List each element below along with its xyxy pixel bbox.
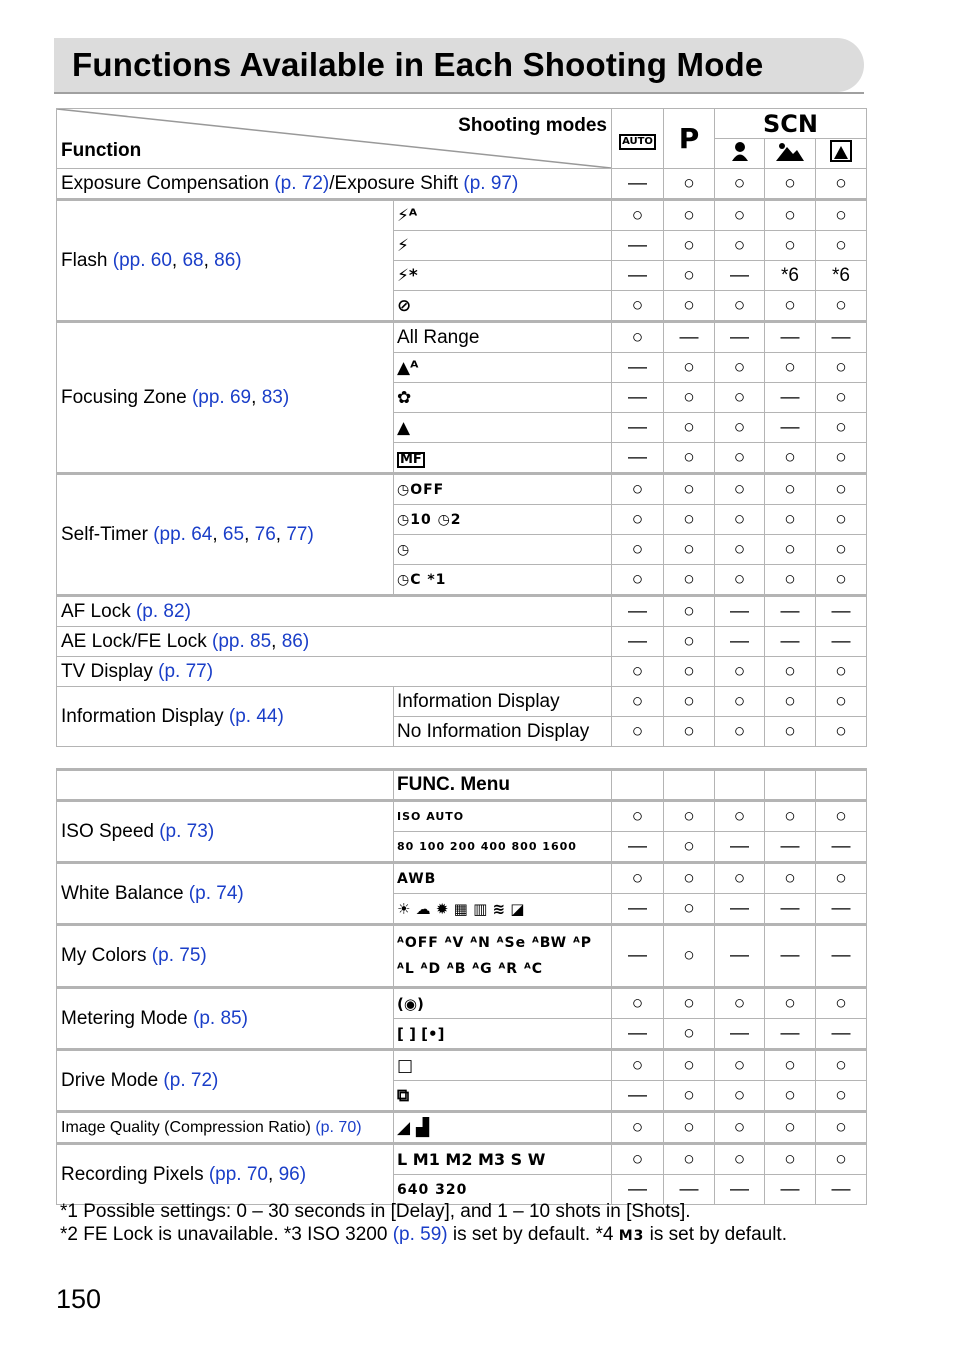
row-timer-1: Self-Timer (pp. 64, 65, 76, 77) ◷OFF ○ ○ ○ ○ ○ <box>57 474 867 505</box>
row-pixels-2: 640 320 — — — — — <box>57 1175 867 1205</box>
normal-focus-icon: ▲ᴬ <box>394 353 612 383</box>
header-function: Function <box>61 140 142 161</box>
scn-kids-pets <box>816 139 867 169</box>
my-colors-icons-1: ᴬOFF ᴬV ᴬN ᴬSe ᴬBW ᴬP <box>397 935 593 951</box>
page-number: 150 <box>56 1284 102 1314</box>
row-focus-4: ▲ — ○ ○ — ○ <box>57 413 867 443</box>
recording-pixels-icon: L M1 M2 M3 S W <box>394 1144 612 1175</box>
header-shooting-modes: Shooting modes <box>458 115 607 136</box>
row-colors: My Colors (p. 75) ᴬOFF ᴬV ᴬN ᴬSe ᴬBW ᴬP ᴬL ᴬD ᴬB ᴬG ᴬR ᴬC — ○ — — — <box>57 925 867 988</box>
evaluative-metering-icon: (◉) <box>394 988 612 1019</box>
link-p97[interactable]: (p. 97) <box>463 172 519 194</box>
row-focus-2: ▲ᴬ — ○ ○ ○ ○ <box>57 353 867 383</box>
link-p44[interactable]: (p. 44) <box>228 705 284 727</box>
row-wb-2: ☀ ☁ ✹ ▦ ▥ ≋ ◪ — ○ — — — <box>57 894 867 925</box>
link-p65[interactable]: 65 <box>222 523 245 545</box>
link-p85[interactable]: (pp. 85 <box>212 630 272 652</box>
scene-mode-icon: SCN <box>763 109 818 138</box>
row-focus-3: ✿ — ○ ○ — ○ <box>57 383 867 413</box>
link-p60[interactable]: (pp. 60 <box>112 249 172 271</box>
custom-timer-icon: ◷C *1 <box>394 565 612 596</box>
slow-sync-icon: ⚡* <box>394 261 612 291</box>
continuous-shot-icon: ⧉ <box>394 1081 612 1112</box>
single-shot-icon: □ <box>394 1050 612 1081</box>
row-flash-3: ⚡* — ○ — *6 *6 <box>57 261 867 291</box>
row-pixels-1: Recording Pixels (pp. 70, 96) L M1 M2 M3 S W ○ ○ ○ ○ ○ <box>57 1144 867 1175</box>
iso-auto-icon: ISO AUTO <box>394 801 612 832</box>
link-p96[interactable]: 96) <box>278 1163 307 1185</box>
row-meter-1: Metering Mode (p. 85) (◉) ○ ○ ○ ○ ○ <box>57 988 867 1019</box>
my-colors-icons-2: ᴬL ᴬD ᴬB ᴬG ᴬR ᴬC <box>397 961 544 977</box>
portrait-icon <box>729 140 751 162</box>
row-timer-2: ◷10 ◷2 ○ ○ ○ ○ ○ <box>57 505 867 535</box>
header-function-cell <box>57 109 612 169</box>
flash-off-icon: ⊘ <box>394 291 612 322</box>
link-p77[interactable]: 77) <box>286 523 314 545</box>
landscape-icon <box>775 140 805 162</box>
mode-p <box>664 109 715 169</box>
timer-10-2-icon: ◷10 ◷2 <box>394 505 612 535</box>
row-focus-1: Focusing Zone (pp. 69, 83) All Range ○ — — — — <box>57 322 867 353</box>
timer-off-icon: ◷OFF <box>394 474 612 505</box>
footnotes <box>60 1200 787 1248</box>
program-mode-icon: P <box>678 122 700 155</box>
iso-values-icon: 80 100 200 400 800 1600 <box>394 832 612 863</box>
flash-auto-icon: ⚡ᴬ <box>394 200 612 231</box>
row-timer-4: ◷C *1 ○ ○ ○ ○ ○ <box>57 565 867 596</box>
link-p69[interactable]: (pp. 69 <box>191 386 252 408</box>
link-p83[interactable]: 83) <box>261 386 290 408</box>
focus-label: Focusing Zone (pp. 69, 83) <box>57 322 394 474</box>
func-menu-title: FUNC. Menu <box>394 770 612 801</box>
link-p86b[interactable]: 86) <box>281 630 310 652</box>
row-exposure: Exposure Compensation (p. 72)/Exposure Shift (p. 97) — ○ ○ ○ ○ <box>57 169 867 200</box>
link-p82[interactable]: (p. 82) <box>135 600 191 622</box>
face-timer-icon: ◷ <box>394 535 612 565</box>
link-p70b[interactable]: (pp. 70 <box>208 1163 268 1185</box>
row-flash-1: Flash (pp. 60, 68, 86) ⚡ᴬ ○ ○ ○ ○ ○ <box>57 200 867 231</box>
video-size-icon: 640 320 <box>394 1175 612 1205</box>
row-drive-1: Drive Mode (p. 72) □ ○ ○ ○ ○ ○ <box>57 1050 867 1081</box>
row-info-2: No Information Display ○ ○ ○ ○ ○ <box>57 717 867 747</box>
row-quality: Image Quality (Compression Ratio) (p. 70) ◢ ▟ ○ ○ ○ ○ ○ <box>57 1112 867 1144</box>
page-title: Functions Available in Each Shooting Mode <box>72 46 764 83</box>
link-p74[interactable]: (p. 74) <box>188 882 244 904</box>
row-ae-lock: AE Lock/FE Lock (pp. 85, 86) — ○ — — — <box>57 627 867 657</box>
flash-on-icon: ⚡ <box>394 231 612 261</box>
link-p72[interactable]: (p. 72) <box>274 172 330 194</box>
row-info-1: Information Display (p. 44) Information Display ○ ○ ○ ○ ○ <box>57 687 867 717</box>
row-wb-1: White Balance (p. 74) AWB ○ ○ ○ ○ ○ <box>57 863 867 894</box>
row-flash-2: ⚡ — ○ ○ ○ ○ <box>57 231 867 261</box>
m3-icon: M3 <box>618 1228 645 1244</box>
timer-label: Self-Timer (pp. 64, 65, 76, 77) <box>57 474 394 596</box>
auto-mode-icon: AUTO <box>619 134 656 150</box>
row-af-lock: AF Lock (p. 82) — ○ — — — <box>57 596 867 627</box>
row-timer-3: ◷ ○ ○ ○ ○ ○ <box>57 535 867 565</box>
row-flash-4: ⊘ ○ ○ ○ ○ ○ <box>57 291 867 322</box>
link-p73[interactable]: (p. 73) <box>159 820 215 842</box>
scn-portrait <box>715 139 765 169</box>
row-iso-1: ISO Speed (p. 73) ISO AUTO ○ ○ ○ ○ ○ <box>57 801 867 832</box>
row-focus-5: MF — ○ ○ ○ ○ <box>57 443 867 474</box>
row-meter-2: [ ] [•] — ○ — — — <box>57 1019 867 1050</box>
flash-label: Flash (pp. 60, 68, 86) <box>57 200 394 322</box>
row-iso-2: 80 100 200 400 800 1600 — ○ — — — <box>57 832 867 863</box>
link-p75[interactable]: (p. 75) <box>151 945 207 966</box>
macro-icon: ✿ <box>394 383 612 413</box>
mode-scn <box>715 109 867 139</box>
link-p77b[interactable]: (p. 77) <box>158 660 214 682</box>
link-p70[interactable]: (p. 70) <box>315 1118 362 1136</box>
compression-icon: ◢ ▟ <box>394 1112 612 1144</box>
func-menu-table <box>56 768 867 1205</box>
title-rule <box>54 92 864 94</box>
scn-landscape <box>765 139 816 169</box>
link-p85b[interactable]: (p. 85) <box>193 1007 248 1029</box>
wb-presets-icon: ☀ ☁ ✹ ▦ ▥ ≋ ◪ <box>394 894 612 925</box>
func-menu-header <box>57 770 867 801</box>
footnote-1: *1 Possible settings: 0 – 30 seconds in [Delay], and 1 – 10 shots in [Shots]. <box>60 1201 691 1222</box>
link-p64[interactable]: (pp. 64 <box>153 523 213 545</box>
link-p59[interactable]: (p. 59) <box>392 1224 448 1245</box>
row-drive-2: ⧉ — ○ ○ ○ ○ <box>57 1081 867 1112</box>
awb-icon: AWB <box>394 863 612 894</box>
kids-pets-icon <box>830 140 852 162</box>
link-p72b[interactable]: (p. 72) <box>163 1069 219 1091</box>
manual-focus-icon: MF <box>397 452 425 468</box>
title-bar <box>54 38 864 92</box>
link-p76[interactable]: 76 <box>254 523 276 545</box>
link-p86[interactable]: 86) <box>214 249 242 271</box>
footnote-2: *2 FE Lock is unavailable. *3 ISO 3200 (p. 59) is set by default. *4 M3 is set by default. <box>60 1224 787 1245</box>
link-p68[interactable]: 68 <box>182 249 204 271</box>
center-spot-metering-icon: [ ] [•] <box>394 1019 612 1050</box>
row-tv: TV Display (p. 77) ○ ○ ○ ○ ○ <box>57 657 867 687</box>
mode-auto <box>612 109 664 169</box>
functions-table <box>56 108 867 747</box>
all-range-label: All Range <box>394 322 612 353</box>
infinity-icon: ▲ <box>394 413 612 443</box>
